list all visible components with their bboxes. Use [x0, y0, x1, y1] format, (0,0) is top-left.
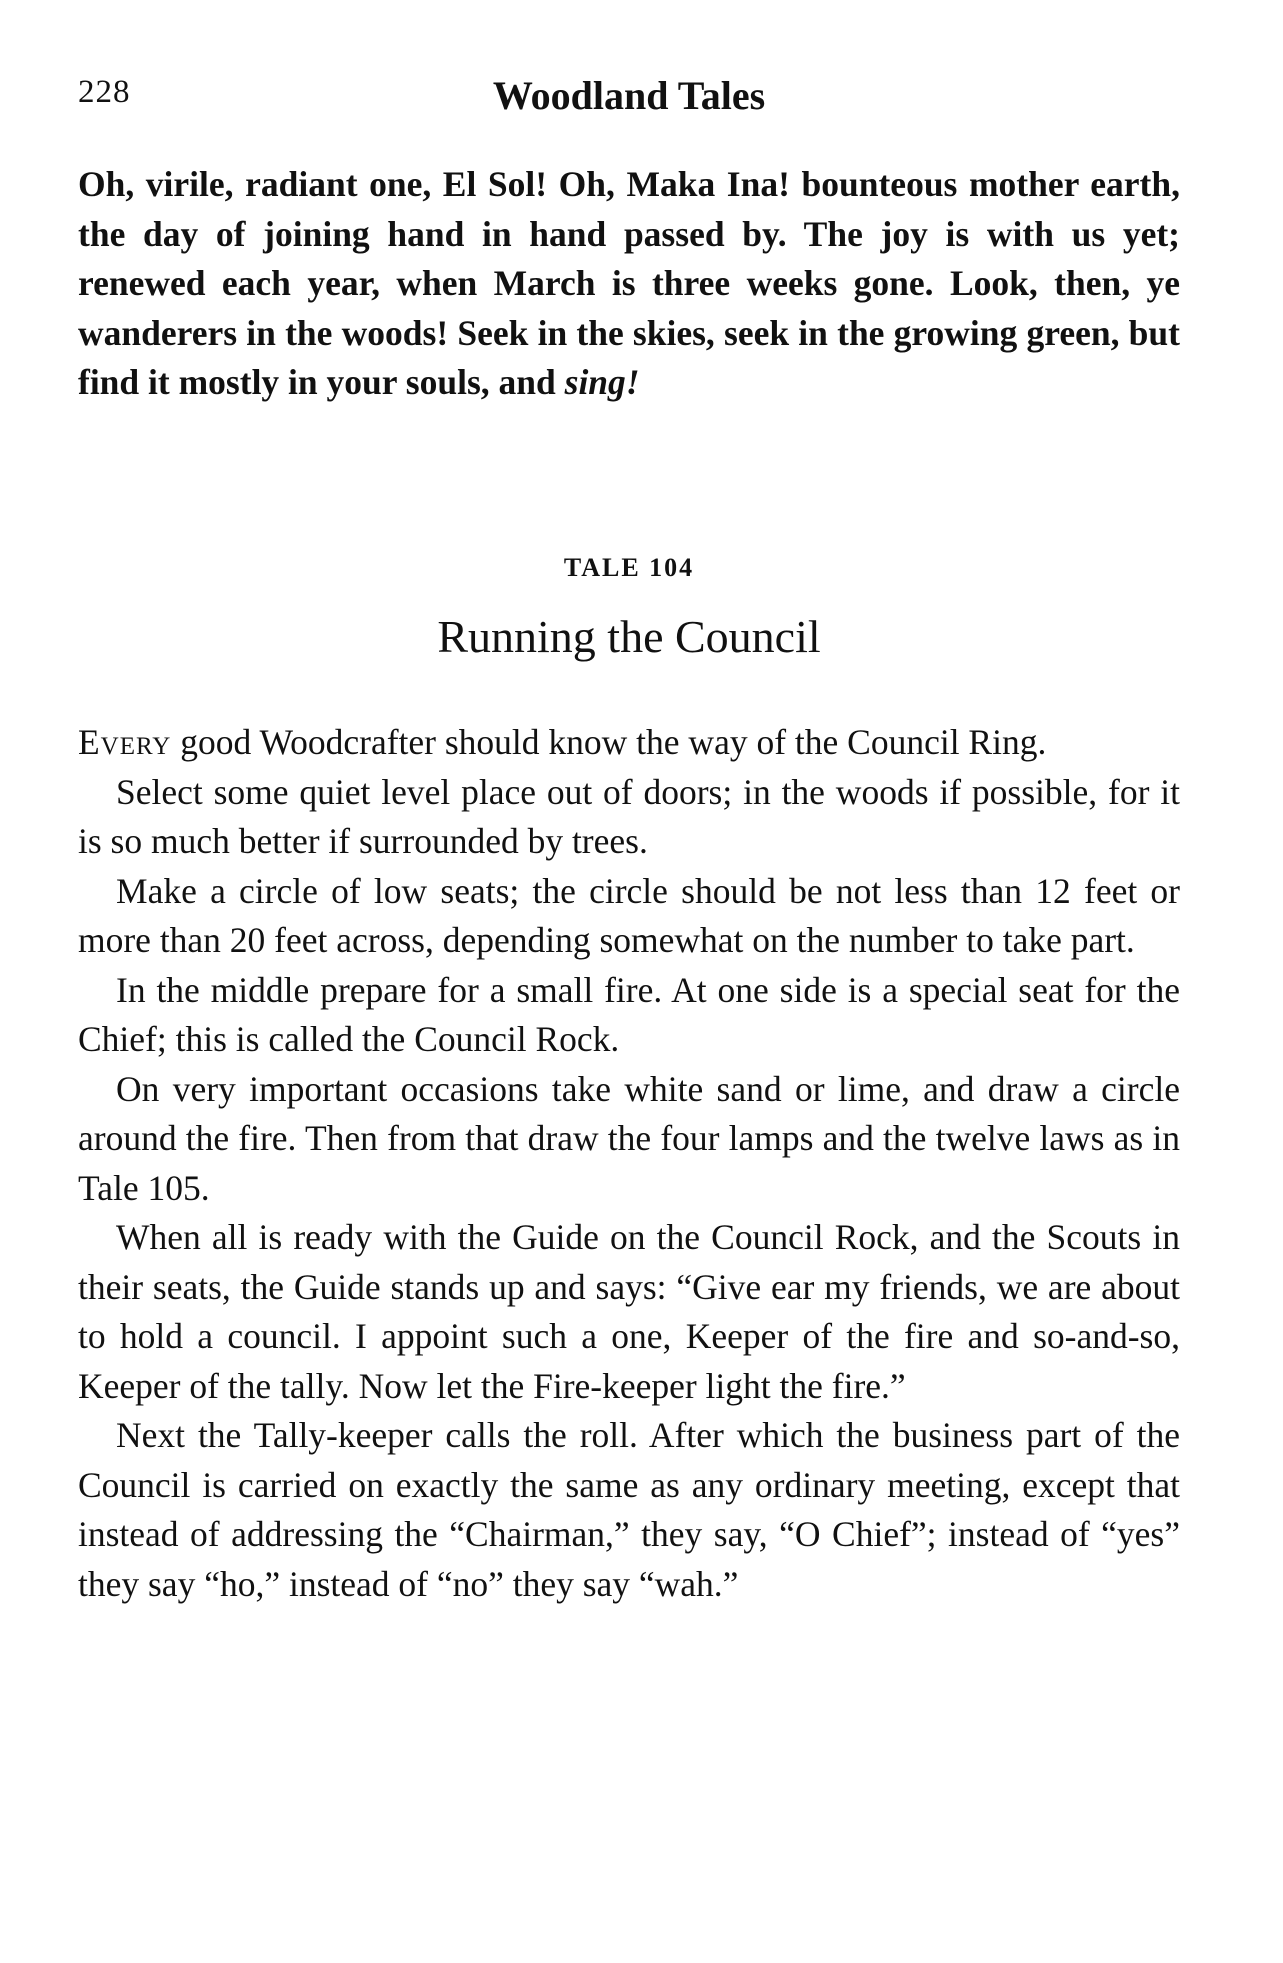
paragraph-3: Make a circle of low seats; the circle should be not less than 12 feet or more than 20 feet across, depending somewhat on the number to take part.	[78, 870, 1180, 960]
paragraph-1-rest: good Woodcrafter should know the way of the Council Ring.	[171, 722, 1047, 762]
running-head	[78, 72, 1180, 122]
paragraph-1	[78, 718, 1180, 768]
running-title: Woodland Tales	[492, 73, 766, 118]
paragraph-5: On very important occasions take white sand or lime, and draw a circle around the fire. Then from that draw the four lamps and the twelve laws as in Tale 105.	[78, 1068, 1180, 1208]
intro-text: Oh, virile, radiant one, El Sol! Oh, Maka Ina! bounteous mother earth, the day of joining hand in hand passed by. The joy is with us yet; renewed each year, when March is three weeks gone. Look, then, ye wanderers in the woods! Seek in the skies, seek in the growing green, but find it mostly in your souls, and	[78, 164, 1180, 402]
intro-italic-word: sing!	[564, 362, 640, 402]
paragraph-6: When all is ready with the Guide on the Council Rock, and the Scouts in their seats, the Guide stands up and says: “Give ear my friends, we are about to hold a council. I appoint such a one, Keeper of the fire and so-and-so, Keeper of the tally. Now let the Fire-keeper light the fire.”	[78, 1217, 1180, 1406]
intro-paragraph	[78, 160, 1180, 408]
paragraph-4: In the middle prepare for a small fire. At one side is a special seat for the Chief; this is called the Council Rock.	[78, 969, 1180, 1059]
paragraph-1-lead: Every	[78, 722, 172, 762]
page-number: 228	[78, 74, 131, 110]
tale-label: TALE 104	[563, 553, 695, 582]
main-text	[78, 718, 1180, 1609]
tale-title: Running the Council	[437, 611, 821, 662]
paragraph-7: Next the Tally-keeper calls the roll. After which the business part of the Council is carried on exactly the same as any ordinary meeting, except that instead of addressing the “Chairman,” they say, “O Chief”; instead of “yes” they say “ho,” instead of “no” they say “wah.”	[78, 1415, 1180, 1604]
paragraph-2: Select some quiet level place out of doors; in the woods if possible, for it is so much better if surrounded by trees.	[78, 771, 1180, 861]
